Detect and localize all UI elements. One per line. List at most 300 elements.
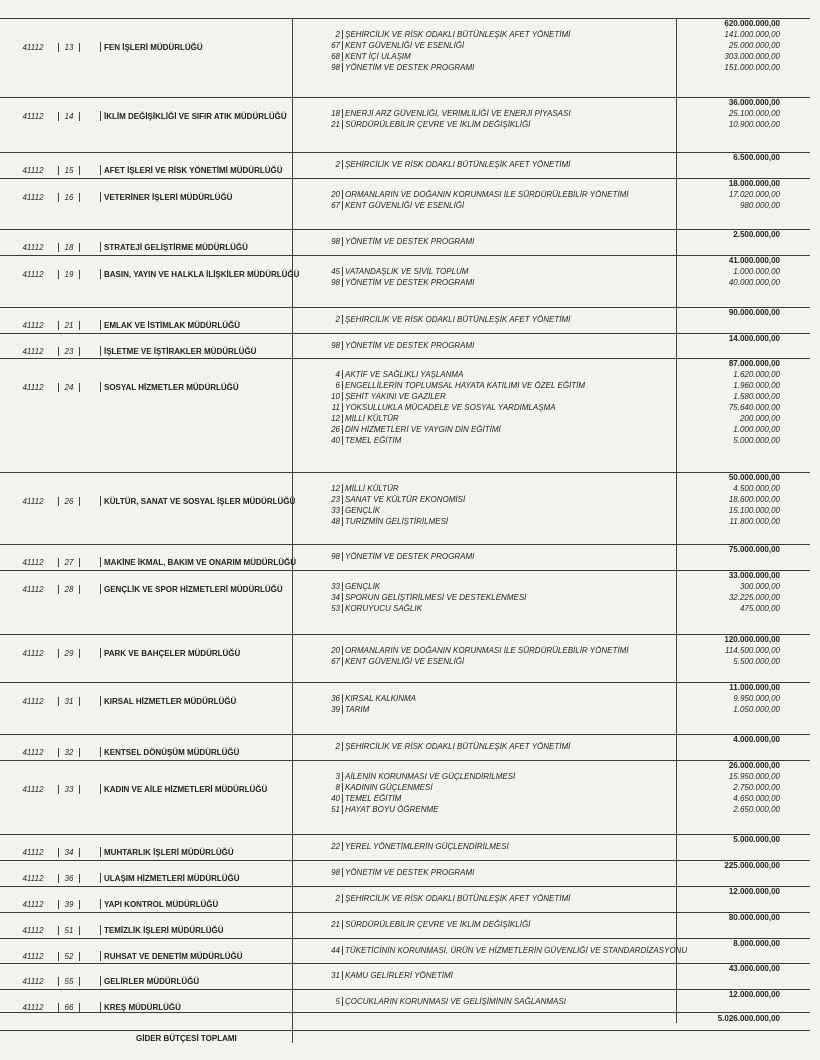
empty-cell bbox=[80, 648, 101, 658]
sub-code: 55 bbox=[58, 977, 80, 986]
empty-cell bbox=[80, 192, 101, 202]
department-row bbox=[8, 696, 236, 706]
sub-code: 29 bbox=[58, 649, 80, 658]
program-amount: 4.500.000,00 bbox=[733, 484, 780, 493]
department-row bbox=[8, 847, 234, 857]
program-amount: 11.800.000,00 bbox=[729, 517, 780, 526]
program-row bbox=[320, 190, 628, 199]
department-name: İKLİM DEĞİŞİKLİĞİ VE SIFIR ATIK MÜDÜRLÜĞÜ bbox=[104, 111, 287, 121]
account-code: 41112 bbox=[22, 784, 44, 794]
program-amount: 32.225.000,00 bbox=[728, 593, 780, 602]
department-name: GENÇLİK VE SPOR HİZMETLERİ MÜDÜRLÜĞÜ bbox=[104, 584, 283, 594]
program-row bbox=[320, 971, 453, 980]
program-name: HAYAT BOYU ÖĞRENME bbox=[345, 805, 439, 814]
program-row bbox=[320, 41, 464, 50]
sub-code: 28 bbox=[58, 585, 80, 594]
program-row bbox=[320, 403, 556, 412]
empty-cell bbox=[80, 899, 101, 909]
account-code: 41112 bbox=[22, 584, 44, 594]
program-row bbox=[320, 646, 628, 655]
section-total: 87.000.000,00 bbox=[728, 359, 780, 368]
program-amount: 4.650.000,00 bbox=[733, 794, 780, 803]
account-code: 41112 bbox=[22, 269, 44, 279]
program-name: SÜRDÜRÜLEBİLİR ÇEVRE VE İKLİM DEĞİŞİKLİĞİ bbox=[345, 920, 531, 929]
department-name: İŞLETME VE İŞTİRAKLER MÜDÜRLÜĞÜ bbox=[104, 346, 257, 356]
program-row bbox=[320, 495, 465, 504]
section-total: 18.000.000,00 bbox=[728, 179, 780, 188]
program-amount: 75.640.000,00 bbox=[728, 403, 780, 412]
program-row bbox=[320, 506, 380, 515]
department-name: EMLAK VE İSTİMLAK MÜDÜRLÜĞÜ bbox=[104, 320, 240, 330]
section-total: 33.000.000,00 bbox=[728, 571, 780, 580]
section-total: 620.000.000,00 bbox=[724, 19, 780, 28]
program-code: 31 bbox=[320, 971, 343, 980]
sub-code: 24 bbox=[58, 383, 80, 392]
program-code: 10 bbox=[320, 392, 343, 401]
section-total: 6.500.000,00 bbox=[733, 153, 780, 162]
department-name: AFET İŞLERİ VE RİSK YÖNETİMİ MÜDÜRLÜĞÜ bbox=[104, 165, 283, 175]
program-name: YÖNETİM VE DESTEK PROGRAMI bbox=[345, 63, 475, 72]
section-total: 90.000.000,00 bbox=[728, 308, 780, 317]
program-row bbox=[320, 315, 570, 324]
sub-code: 23 bbox=[58, 347, 80, 356]
empty-cell bbox=[80, 496, 101, 506]
program-code: 2 bbox=[320, 894, 343, 903]
program-amount: 1.960.000,00 bbox=[733, 381, 780, 390]
department-name: MAKİNE İKMAL, BAKIM VE ONARIM MÜDÜRLÜĞÜ bbox=[104, 557, 296, 567]
department-row bbox=[8, 382, 239, 392]
section-total: 36.000.000,00 bbox=[728, 98, 780, 107]
department-row bbox=[8, 346, 256, 356]
program-amount: 5.000.000,00 bbox=[733, 436, 780, 445]
program-row bbox=[320, 805, 439, 814]
program-amount: 1.580.000,00 bbox=[733, 392, 780, 401]
empty-cell bbox=[80, 873, 101, 883]
program-code: 36 bbox=[320, 694, 343, 703]
program-code: 2 bbox=[320, 742, 343, 751]
department-row bbox=[8, 192, 232, 202]
program-code: 20 bbox=[320, 190, 343, 199]
account-code: 41112 bbox=[22, 42, 44, 52]
program-amount: 15.950.000,00 bbox=[728, 772, 780, 781]
program-name: SANAT VE KÜLTÜR EKONOMİSİ bbox=[345, 495, 466, 504]
program-name: KIRSAL KALKINMA bbox=[345, 694, 416, 703]
program-name: ŞEHİRCİLİK VE RİSK ODAKLI BÜTÜNLEŞİK AFET YÖNETİMİ bbox=[345, 894, 571, 903]
program-code: 18 bbox=[320, 109, 343, 118]
section-total: 225.000.000,00 bbox=[724, 861, 780, 870]
department-row bbox=[8, 584, 283, 594]
program-name: TURİZMİN GELİŞTİRİLMESİ bbox=[345, 517, 449, 526]
program-name: AKTİF VE SAĞLIKLI YAŞLANMA bbox=[345, 370, 464, 379]
program-row bbox=[320, 414, 399, 423]
section-total: 14.000.000,00 bbox=[728, 334, 780, 343]
sub-code: 16 bbox=[58, 193, 80, 202]
program-code: 6 bbox=[320, 381, 343, 390]
department-row bbox=[8, 873, 240, 883]
account-code: 41112 bbox=[22, 873, 44, 883]
department-name: STRATEJİ GELİŞTİRME MÜDÜRLÜĞÜ bbox=[104, 242, 248, 252]
program-row bbox=[320, 63, 474, 72]
empty-cell bbox=[80, 382, 101, 392]
program-name: ORMANLARIN VE DOĞANIN KORUNMASI İLE SÜRDÜRÜLEBİLİR YÖNETİMİ bbox=[345, 646, 629, 655]
program-code: 39 bbox=[320, 705, 343, 714]
section-total: 11.000.000,00 bbox=[729, 683, 780, 692]
program-code: 12 bbox=[320, 484, 343, 493]
program-row bbox=[320, 120, 530, 129]
program-name: KAMU GELİRLERİ YÖNETİMİ bbox=[345, 971, 453, 980]
program-amount: 141.000.000,00 bbox=[724, 30, 780, 39]
account-code: 41112 bbox=[22, 320, 44, 330]
program-code: 33 bbox=[320, 582, 343, 591]
program-amount: 10.900.000,00 bbox=[728, 120, 780, 129]
program-amount: 5.500.000,00 bbox=[733, 657, 780, 666]
sub-code: 21 bbox=[58, 321, 80, 330]
account-code: 41112 bbox=[22, 976, 44, 986]
program-code: 45 bbox=[320, 267, 343, 276]
department-row bbox=[8, 557, 296, 567]
program-code: 98 bbox=[320, 63, 343, 72]
account-code: 41112 bbox=[22, 346, 44, 356]
section-total: 5.000.000,00 bbox=[733, 835, 780, 844]
program-row bbox=[320, 794, 401, 803]
section-separator bbox=[0, 1030, 810, 1031]
program-code: 21 bbox=[320, 920, 343, 929]
sub-code: 19 bbox=[58, 270, 80, 279]
account-code: 41112 bbox=[22, 696, 44, 706]
program-name: TEMEL EĞİTİM bbox=[345, 794, 402, 803]
program-row bbox=[320, 894, 570, 903]
program-row bbox=[320, 30, 570, 39]
program-code: 98 bbox=[320, 868, 343, 877]
program-name: ŞEHİRCİLİK VE RİSK ODAKLI BÜTÜNLEŞİK AFET YÖNETİMİ bbox=[345, 742, 571, 751]
program-name: YÖNETİM VE DESTEK PROGRAMI bbox=[345, 278, 475, 287]
account-code: 41112 bbox=[22, 899, 44, 909]
program-name: TEMEL EĞİTİM bbox=[345, 436, 402, 445]
empty-cell bbox=[80, 269, 101, 279]
account-code: 41112 bbox=[22, 382, 44, 392]
department-row bbox=[8, 899, 218, 909]
program-name: ENGELLİLERİN TOPLUMSAL HAYATA KATILIMI VE ÖZEL EĞİTİM bbox=[345, 381, 586, 390]
empty-cell bbox=[80, 557, 101, 567]
empty-cell bbox=[80, 320, 101, 330]
program-code: 11 bbox=[320, 403, 343, 412]
program-row bbox=[320, 109, 571, 118]
program-code: 98 bbox=[320, 341, 343, 350]
program-row bbox=[320, 842, 509, 851]
program-name: SPORUN GELİŞTİRİLMESİ VE DESTEKLENMESİ bbox=[345, 593, 527, 602]
program-row bbox=[320, 997, 566, 1006]
section-total: 43.000.000,00 bbox=[728, 964, 780, 973]
program-row bbox=[320, 657, 464, 666]
program-row bbox=[320, 484, 399, 493]
program-row bbox=[320, 267, 468, 276]
program-amount: 1.000.000,00 bbox=[733, 267, 780, 276]
program-name: MİLLİ KÜLTÜR bbox=[345, 484, 399, 493]
program-code: 40 bbox=[320, 436, 343, 445]
department-row bbox=[8, 951, 243, 961]
program-code: 22 bbox=[320, 842, 343, 851]
program-amount: 980.000,00 bbox=[739, 201, 780, 210]
program-row bbox=[320, 582, 380, 591]
program-code: 34 bbox=[320, 593, 343, 602]
sub-code: 36 bbox=[58, 874, 80, 883]
section-total: 120.000.000,00 bbox=[724, 635, 780, 644]
section-total: 8.000.000,00 bbox=[733, 939, 780, 948]
program-code: 4 bbox=[320, 370, 343, 379]
program-name: YÖNETİM VE DESTEK PROGRAMI bbox=[345, 868, 475, 877]
program-name: YÖNETİM VE DESTEK PROGRAMI bbox=[345, 237, 475, 246]
program-code: 2 bbox=[320, 160, 343, 169]
sub-code: 31 bbox=[58, 697, 80, 706]
program-amount: 200.000,00 bbox=[739, 414, 780, 423]
program-amount: 2.650.000,00 bbox=[733, 805, 780, 814]
sub-code: 18 bbox=[58, 243, 80, 252]
program-name: TÜKETİCİNİN KORUNMASI, ÜRÜN VE HİZMETLERİN GÜVENLİĞİ VE STANDARDİZASYONU bbox=[345, 946, 688, 955]
program-name: KENT GÜVENLİĞİ VE ESENLİĞİ bbox=[345, 201, 465, 210]
account-code: 41112 bbox=[22, 1002, 44, 1012]
program-name: ŞEHİT YAKINI VE GAZİLER bbox=[345, 392, 446, 401]
department-name: GELİRLER MÜDÜRLÜĞÜ bbox=[104, 976, 200, 986]
program-code: 40 bbox=[320, 794, 343, 803]
department-name: KENTSEL DÖNÜŞÜM MÜDÜRLÜĞÜ bbox=[104, 747, 240, 757]
program-row bbox=[320, 201, 464, 210]
program-column-line bbox=[292, 18, 293, 1043]
department-row bbox=[8, 111, 287, 121]
program-amount: 17.020.000,00 bbox=[728, 190, 780, 199]
program-amount: 1.050.000,00 bbox=[733, 705, 780, 714]
department-name: VETERİNER İŞLERİ MÜDÜRLÜĞÜ bbox=[104, 192, 233, 202]
empty-cell bbox=[80, 696, 101, 706]
program-row bbox=[320, 920, 530, 929]
program-code: 2 bbox=[320, 315, 343, 324]
sub-code: 51 bbox=[58, 926, 80, 935]
empty-cell bbox=[80, 111, 101, 121]
program-row bbox=[320, 593, 526, 602]
sub-code: 15 bbox=[58, 166, 80, 175]
program-code: 67 bbox=[320, 41, 343, 50]
program-row bbox=[320, 604, 422, 613]
program-name: ŞEHİRCİLİK VE RİSK ODAKLI BÜTÜNLEŞİK AFET YÖNETİMİ bbox=[345, 315, 571, 324]
section-total: 41.000.000,00 bbox=[728, 256, 780, 265]
sub-code: 39 bbox=[58, 900, 80, 909]
sub-code: 13 bbox=[58, 43, 80, 52]
program-name: YOKSULLUKLA MÜCADELE VE SOSYAL YARDIMLAŞMA bbox=[345, 403, 556, 412]
program-name: YÖNETİM VE DESTEK PROGRAMI bbox=[345, 552, 475, 561]
program-code: 2 bbox=[320, 30, 343, 39]
program-code: 20 bbox=[320, 646, 343, 655]
program-amount: 1.000.000,00 bbox=[733, 425, 780, 434]
program-name: ORMANLARIN VE DOĞANIN KORUNMASI İLE SÜRDÜRÜLEBİLİR YÖNETİMİ bbox=[345, 190, 629, 199]
program-row bbox=[320, 381, 585, 390]
program-row bbox=[320, 278, 474, 287]
account-code: 41112 bbox=[22, 111, 44, 121]
program-row bbox=[320, 160, 570, 169]
empty-cell bbox=[80, 847, 101, 857]
program-name: KENT GÜVENLİĞİ VE ESENLİĞİ bbox=[345, 41, 465, 50]
department-name: KADIN VE AİLE HİZMETLERİ MÜDÜRLÜĞÜ bbox=[104, 784, 268, 794]
empty-cell bbox=[80, 951, 101, 961]
program-row bbox=[320, 52, 411, 61]
program-amount: 1.620.000,00 bbox=[733, 370, 780, 379]
department-name: TEMİZLİK İŞLERİ MÜDÜRLÜĞÜ bbox=[104, 925, 224, 935]
section-total: 80.000.000,00 bbox=[728, 913, 780, 922]
program-row bbox=[320, 772, 515, 781]
program-code: 33 bbox=[320, 506, 343, 515]
grand-total-amount: 5.026.000.000,00 bbox=[717, 1014, 780, 1023]
empty-cell bbox=[80, 925, 101, 935]
program-row bbox=[320, 742, 570, 751]
program-amount: 2.750.000,00 bbox=[733, 783, 780, 792]
sub-code: 52 bbox=[58, 952, 80, 961]
empty-cell bbox=[80, 976, 101, 986]
program-row bbox=[320, 517, 448, 526]
program-name: MİLLİ KÜLTÜR bbox=[345, 414, 399, 423]
grand-total-label: GİDER BÜTÇESİ TOPLAMI bbox=[136, 1034, 237, 1043]
department-name: YAPI KONTROL MÜDÜRLÜĞÜ bbox=[104, 899, 219, 909]
program-row bbox=[320, 694, 416, 703]
program-name: KORUYUCU SAĞLIK bbox=[345, 604, 422, 613]
empty-cell bbox=[80, 346, 101, 356]
sub-code: 26 bbox=[58, 497, 80, 506]
department-row bbox=[8, 242, 248, 252]
program-code: 23 bbox=[320, 495, 343, 504]
section-total: 26.000.000,00 bbox=[728, 761, 780, 770]
program-row bbox=[320, 392, 446, 401]
section-separator bbox=[0, 1012, 810, 1013]
program-name: YÖNETİM VE DESTEK PROGRAMI bbox=[345, 341, 475, 350]
program-name: KADININ GÜÇLENMESİ bbox=[345, 783, 433, 792]
program-name: KENT İÇİ ULAŞIM bbox=[345, 52, 411, 61]
sub-code: 34 bbox=[58, 848, 80, 857]
department-name: SOSYAL HİZMETLER MÜDÜRLÜĞÜ bbox=[104, 382, 239, 392]
program-code: 5 bbox=[320, 997, 343, 1006]
program-amount: 25.100.000,00 bbox=[728, 109, 780, 118]
program-row bbox=[320, 552, 474, 561]
department-name: ULAŞIM HİZMETLERİ MÜDÜRLÜĞÜ bbox=[104, 873, 240, 883]
section-total: 50.000.000,00 bbox=[728, 473, 780, 482]
empty-cell bbox=[80, 242, 101, 252]
account-code: 41112 bbox=[22, 951, 44, 961]
account-code: 41112 bbox=[22, 242, 44, 252]
department-row bbox=[8, 165, 283, 175]
program-name: GENÇLİK bbox=[345, 506, 381, 515]
program-code: 21 bbox=[320, 120, 343, 129]
section-total: 12.000.000,00 bbox=[728, 887, 780, 896]
program-name: VATANDAŞLIK VE SİVİL TOPLUM bbox=[345, 267, 469, 276]
program-code: 8 bbox=[320, 783, 343, 792]
empty-cell bbox=[80, 584, 101, 594]
account-code: 41112 bbox=[22, 496, 44, 506]
program-row bbox=[320, 705, 369, 714]
department-row bbox=[8, 976, 199, 986]
department-row bbox=[8, 42, 203, 52]
account-code: 41112 bbox=[22, 648, 44, 658]
program-amount: 25.000.000,00 bbox=[728, 41, 780, 50]
program-row bbox=[320, 946, 687, 955]
empty-cell bbox=[80, 42, 101, 52]
empty-cell bbox=[80, 1002, 101, 1012]
department-name: KIRSAL HİZMETLER MÜDÜRLÜĞÜ bbox=[104, 696, 237, 706]
department-name: FEN İŞLERİ MÜDÜRLÜĞÜ bbox=[104, 42, 203, 52]
department-name: RUHSAT VE DENETİM MÜDÜRLÜĞÜ bbox=[104, 951, 243, 961]
program-code: 44 bbox=[320, 946, 343, 955]
program-amount: 300.000,00 bbox=[739, 582, 780, 591]
empty-cell bbox=[80, 165, 101, 175]
program-name: DİN HİZMETLERİ VE YAYGIN DİN EĞİTİMİ bbox=[345, 425, 501, 434]
program-name: ŞEHİRCİLİK VE RİSK ODAKLI BÜTÜNLEŞİK AFET YÖNETİMİ bbox=[345, 30, 571, 39]
program-code: 12 bbox=[320, 414, 343, 423]
department-row bbox=[8, 269, 299, 279]
program-name: ENERJİ ARZ GÜVENLİĞİ, VERİMLİLİĞİ VE ENERJİ PİYASASI bbox=[345, 109, 571, 118]
department-row bbox=[8, 784, 267, 794]
account-code: 41112 bbox=[22, 192, 44, 202]
program-row bbox=[320, 370, 463, 379]
account-code: 41112 bbox=[22, 165, 44, 175]
program-row bbox=[320, 341, 474, 350]
department-name: MUHTARLIK İŞLERİ MÜDÜRLÜĞÜ bbox=[104, 847, 234, 857]
department-row bbox=[8, 747, 239, 757]
program-amount: 18.600.000,00 bbox=[728, 495, 780, 504]
program-code: 68 bbox=[320, 52, 343, 61]
program-name: ÇOCUKLARIN KORUNMASI VE GELİŞİMİNİN SAĞLANMASI bbox=[345, 997, 566, 1006]
program-name: TARIM bbox=[345, 705, 370, 714]
program-amount: 303.000.000,00 bbox=[724, 52, 780, 61]
department-row bbox=[8, 1002, 181, 1012]
program-code: 53 bbox=[320, 604, 343, 613]
program-code: 48 bbox=[320, 517, 343, 526]
account-code: 41112 bbox=[22, 847, 44, 857]
account-code: 41112 bbox=[22, 557, 44, 567]
program-name: AİLENİN KORUNMASI VE GÜÇLENDİRİLMESİ bbox=[345, 772, 516, 781]
program-row bbox=[320, 436, 401, 445]
program-row bbox=[320, 425, 501, 434]
program-amount: 475.000,00 bbox=[739, 604, 780, 613]
program-name: SÜRDÜRÜLEBİLİR ÇEVRE VE İKLİM DEĞİŞİKLİĞİ bbox=[345, 120, 531, 129]
account-code: 41112 bbox=[22, 747, 44, 757]
department-row bbox=[8, 648, 240, 658]
department-name: KÜLTÜR, SANAT VE SOSYAL İŞLER MÜDÜRLÜĞÜ bbox=[104, 496, 296, 506]
sub-code: 27 bbox=[58, 558, 80, 567]
program-code: 98 bbox=[320, 552, 343, 561]
program-code: 3 bbox=[320, 772, 343, 781]
empty-cell bbox=[80, 747, 101, 757]
sub-code: 66 bbox=[58, 1003, 80, 1012]
sub-code: 32 bbox=[58, 748, 80, 757]
department-row bbox=[8, 496, 295, 506]
program-name: KENT GÜVENLİĞİ VE ESENLİĞİ bbox=[345, 657, 465, 666]
program-row bbox=[320, 783, 433, 792]
sub-code: 33 bbox=[58, 785, 80, 794]
program-code: 98 bbox=[320, 278, 343, 287]
program-row bbox=[320, 868, 474, 877]
program-amount: 40.000.000,00 bbox=[728, 278, 780, 287]
program-row bbox=[320, 237, 474, 246]
program-code: 67 bbox=[320, 657, 343, 666]
program-code: 51 bbox=[320, 805, 343, 814]
program-amount: 9.950.000,00 bbox=[733, 694, 780, 703]
program-code: 98 bbox=[320, 237, 343, 246]
empty-cell bbox=[80, 784, 101, 794]
department-row bbox=[8, 925, 224, 935]
program-code: 67 bbox=[320, 201, 343, 210]
section-total: 12.000.000,00 bbox=[728, 990, 780, 999]
program-code: 26 bbox=[320, 425, 343, 434]
section-total: 75.000.000,00 bbox=[728, 545, 780, 554]
department-row bbox=[8, 320, 240, 330]
department-name: PARK VE BAHÇELER MÜDÜRLÜĞÜ bbox=[104, 648, 241, 658]
section-total: 2.500.000,00 bbox=[733, 230, 780, 239]
program-name: ŞEHİRCİLİK VE RİSK ODAKLI BÜTÜNLEŞİK AFET YÖNETİMİ bbox=[345, 160, 571, 169]
